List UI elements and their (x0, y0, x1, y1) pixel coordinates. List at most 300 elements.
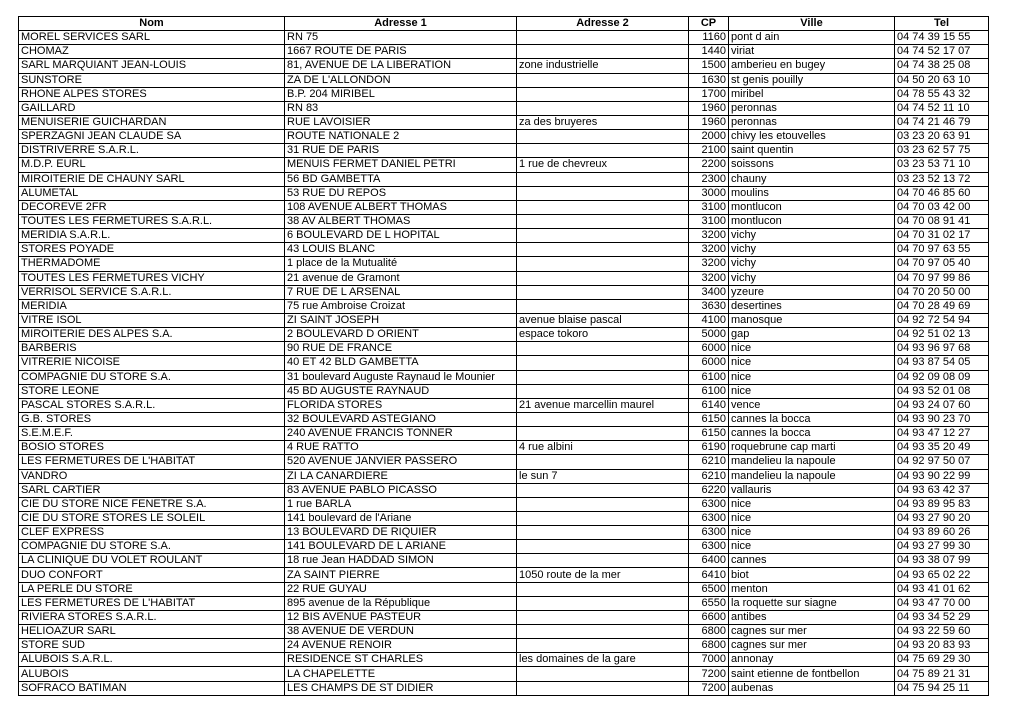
cell-ville: cannes la bocca (729, 412, 895, 426)
cell-adresse-1: LES CHAMPS DE ST DIDIER (285, 681, 517, 695)
cell-ville: nice (729, 384, 895, 398)
cell-ville: vichy (729, 271, 895, 285)
cell-adresse-1: 13 BOULEVARD DE RIQUIER (285, 526, 517, 540)
table-row (19, 483, 989, 497)
cell-cp: 5000 (689, 328, 729, 342)
table-row (19, 653, 989, 667)
cell-adresse-2 (517, 45, 689, 59)
cell-ville: nice (729, 370, 895, 384)
cell-adresse-1: 108 AVENUE ALBERT THOMAS (285, 200, 517, 214)
cell-adresse-1: LA CHAPELETTE (285, 667, 517, 681)
cell-nom: CHOMAZ (19, 45, 285, 59)
cell-cp: 6800 (689, 625, 729, 639)
cell-tel: 04 93 22 59 60 (895, 625, 989, 639)
table-row (19, 582, 989, 596)
cell-adresse-2 (517, 342, 689, 356)
cell-nom: LA CLINIQUE DU VOLET ROULANT (19, 554, 285, 568)
cell-adresse-2 (517, 497, 689, 511)
cell-ville: gap (729, 328, 895, 342)
cell-nom: MENUISERIE GUICHARDAN (19, 115, 285, 129)
cell-nom: CIE DU STORE STORES LE SOLEIL (19, 511, 285, 525)
cell-ville: nice (729, 511, 895, 525)
cell-tel: 04 93 24 07 60 (895, 398, 989, 412)
table-row (19, 313, 989, 327)
cell-adresse-1: 6 BOULEVARD DE L HOPITAL (285, 229, 517, 243)
cell-tel: 04 93 52 01 08 (895, 384, 989, 398)
cell-ville: miribel (729, 87, 895, 101)
cell-adresse-2: zone industrielle (517, 59, 689, 73)
cell-cp: 6400 (689, 554, 729, 568)
cell-ville: vichy (729, 243, 895, 257)
cell-adresse-2 (517, 356, 689, 370)
cell-tel: 03 23 20 63 91 (895, 130, 989, 144)
cell-adresse-2 (517, 370, 689, 384)
cell-cp: 2300 (689, 172, 729, 186)
header-ville: Ville (729, 17, 895, 31)
cell-tel: 04 70 31 02 17 (895, 229, 989, 243)
cell-adresse-1: ZA SAINT PIERRE (285, 568, 517, 582)
table-row (19, 59, 989, 73)
cell-adresse-2: le sun 7 (517, 469, 689, 483)
cell-adresse-2 (517, 511, 689, 525)
cell-adresse-2 (517, 610, 689, 624)
cell-adresse-1: ROUTE NATIONALE 2 (285, 130, 517, 144)
cell-tel: 04 93 90 23 70 (895, 412, 989, 426)
cell-adresse-2 (517, 582, 689, 596)
cell-ville: antibes (729, 610, 895, 624)
cell-adresse-2 (517, 101, 689, 115)
cell-cp: 1160 (689, 31, 729, 45)
cell-tel: 03 23 62 57 75 (895, 144, 989, 158)
cell-nom: ALUBOIS (19, 667, 285, 681)
cell-cp: 3630 (689, 299, 729, 313)
table-row (19, 625, 989, 639)
cell-ville: cannes la bocca (729, 427, 895, 441)
cell-cp: 7200 (689, 667, 729, 681)
cell-nom: STORE LEONE (19, 384, 285, 398)
cell-adresse-1: 1667 ROUTE DE PARIS (285, 45, 517, 59)
table-row (19, 540, 989, 554)
cell-nom: DISTRIVERRE S.A.R.L. (19, 144, 285, 158)
cell-nom: CLEF EXPRESS (19, 526, 285, 540)
cell-tel: 04 92 72 54 94 (895, 313, 989, 327)
table-row (19, 412, 989, 426)
cell-cp: 3000 (689, 186, 729, 200)
cell-ville: roquebrune cap marti (729, 441, 895, 455)
cell-cp: 6210 (689, 469, 729, 483)
cell-adresse-2: 1050 route de la mer (517, 568, 689, 582)
cell-adresse-2: espace tokoro (517, 328, 689, 342)
cell-tel: 04 74 38 25 08 (895, 59, 989, 73)
cell-ville: nice (729, 342, 895, 356)
cell-adresse-1: 1 rue BARLA (285, 497, 517, 511)
cell-adresse-2 (517, 243, 689, 257)
cell-nom: MERIDIA (19, 299, 285, 313)
table-row (19, 441, 989, 455)
cell-adresse-2 (517, 257, 689, 271)
cell-adresse-2 (517, 667, 689, 681)
cell-cp: 6300 (689, 540, 729, 554)
table-row (19, 681, 989, 695)
cell-ville: montlucon (729, 200, 895, 214)
table-row (19, 172, 989, 186)
cell-cp: 6500 (689, 582, 729, 596)
cell-cp: 6140 (689, 398, 729, 412)
cell-nom: DECOREVE 2FR (19, 200, 285, 214)
cell-ville: chivy les etouvelles (729, 130, 895, 144)
cell-ville: biot (729, 568, 895, 582)
cell-ville: nice (729, 356, 895, 370)
cell-tel: 04 74 52 11 10 (895, 101, 989, 115)
cell-tel: 04 50 20 63 10 (895, 73, 989, 87)
cell-nom: LES FERMETURES DE L'HABITAT (19, 455, 285, 469)
cell-tel: 04 93 96 97 68 (895, 342, 989, 356)
cell-adresse-1: 240 AVENUE FRANCIS TONNER (285, 427, 517, 441)
cell-adresse-2 (517, 483, 689, 497)
cell-adresse-1: 38 AV ALBERT THOMAS (285, 214, 517, 228)
table-row (19, 526, 989, 540)
cell-tel: 04 93 34 52 29 (895, 610, 989, 624)
cell-adresse-2: avenue blaise pascal (517, 313, 689, 327)
cell-ville: desertines (729, 299, 895, 313)
cell-adresse-1: 12 BIS AVENUE PASTEUR (285, 610, 517, 624)
cell-adresse-1: RUE LAVOISIER (285, 115, 517, 129)
table-row (19, 596, 989, 610)
cell-nom: SPERZAGNI JEAN CLAUDE SA (19, 130, 285, 144)
cell-nom: DUO CONFORT (19, 568, 285, 582)
cell-tel: 04 75 94 25 11 (895, 681, 989, 695)
cell-tel: 04 74 39 15 55 (895, 31, 989, 45)
cell-cp: 3200 (689, 243, 729, 257)
cell-tel: 04 92 97 50 07 (895, 455, 989, 469)
cell-cp: 6100 (689, 370, 729, 384)
table-row (19, 356, 989, 370)
cell-ville: saint etienne de fontbellon (729, 667, 895, 681)
cell-ville: annonay (729, 653, 895, 667)
cell-nom: COMPAGNIE DU STORE S.A. (19, 540, 285, 554)
cell-ville: nice (729, 540, 895, 554)
cell-adresse-1: 31 boulevard Auguste Raynaud le Mounier (285, 370, 517, 384)
cell-tel: 04 70 28 49 69 (895, 299, 989, 313)
cell-adresse-2 (517, 554, 689, 568)
cell-nom: ALUMETAL (19, 186, 285, 200)
cell-nom: COMPAGNIE DU STORE S.A. (19, 370, 285, 384)
cell-nom: STORE SUD (19, 639, 285, 653)
cell-cp: 3100 (689, 200, 729, 214)
table-row (19, 427, 989, 441)
cell-ville: vence (729, 398, 895, 412)
cell-adresse-2 (517, 144, 689, 158)
cell-tel: 03 23 53 71 10 (895, 158, 989, 172)
cell-ville: montlucon (729, 214, 895, 228)
cell-cp: 2000 (689, 130, 729, 144)
cell-cp: 3400 (689, 285, 729, 299)
cell-nom: TOUTES LES FERMETURES S.A.R.L. (19, 214, 285, 228)
cell-adresse-2 (517, 596, 689, 610)
cell-adresse-1: 21 avenue de Gramont (285, 271, 517, 285)
cell-cp: 2100 (689, 144, 729, 158)
cell-tel: 04 75 69 29 30 (895, 653, 989, 667)
cell-ville: yzeure (729, 285, 895, 299)
cell-tel: 04 93 87 54 05 (895, 356, 989, 370)
cell-adresse-2 (517, 412, 689, 426)
cell-adresse-2 (517, 31, 689, 45)
cell-tel: 04 92 51 02 13 (895, 328, 989, 342)
cell-ville: nice (729, 526, 895, 540)
cell-nom: RHONE ALPES STORES (19, 87, 285, 101)
table-row (19, 639, 989, 653)
cell-adresse-1: 32 BOULEVARD ASTEGIANO (285, 412, 517, 426)
cell-ville: manosque (729, 313, 895, 327)
cell-adresse-1: 81, AVENUE DE LA LIBERATION (285, 59, 517, 73)
cell-nom: RIVIERA STORES S.A.R.L. (19, 610, 285, 624)
table-row (19, 243, 989, 257)
cell-adresse-2 (517, 625, 689, 639)
cell-tel: 04 93 41 01 62 (895, 582, 989, 596)
header-nom: Nom (19, 17, 285, 31)
table-row (19, 342, 989, 356)
table-row (19, 144, 989, 158)
cell-nom: TOUTES LES FERMETURES VICHY (19, 271, 285, 285)
cell-ville: st genis pouilly (729, 73, 895, 87)
table-row (19, 130, 989, 144)
cell-nom: STORES POYADE (19, 243, 285, 257)
table-row (19, 257, 989, 271)
cell-nom: S.E.M.E.F. (19, 427, 285, 441)
cell-adresse-2 (517, 455, 689, 469)
cell-cp: 3200 (689, 229, 729, 243)
table-row (19, 285, 989, 299)
cell-adresse-2 (517, 229, 689, 243)
cell-ville: nice (729, 497, 895, 511)
table-row (19, 186, 989, 200)
cell-adresse-1: MENUIS FERMET DANIEL PETRI (285, 158, 517, 172)
cell-tel: 04 70 08 91 41 (895, 214, 989, 228)
cell-adresse-1: 2 BOULEVARD D ORIENT (285, 328, 517, 342)
cell-adresse-1: 18 rue Jean HADDAD SIMON (285, 554, 517, 568)
header-adresse-1: Adresse 1 (285, 17, 517, 31)
cell-cp: 6300 (689, 526, 729, 540)
cell-tel: 04 93 47 70 00 (895, 596, 989, 610)
cell-adresse-2 (517, 639, 689, 653)
cell-ville: cannes (729, 554, 895, 568)
cell-cp: 6150 (689, 427, 729, 441)
cell-cp: 7200 (689, 681, 729, 695)
cell-adresse-1: ZI SAINT JOSEPH (285, 313, 517, 327)
cell-cp: 3200 (689, 257, 729, 271)
table-row (19, 271, 989, 285)
header-row (19, 17, 989, 31)
table-row (19, 610, 989, 624)
cell-ville: moulins (729, 186, 895, 200)
table-row (19, 158, 989, 172)
cell-tel: 04 74 21 46 79 (895, 115, 989, 129)
cell-adresse-2 (517, 285, 689, 299)
cell-adresse-1: RN 75 (285, 31, 517, 45)
cell-adresse-1: 83 AVENUE PABLO PICASSO (285, 483, 517, 497)
cell-cp: 3100 (689, 214, 729, 228)
cell-tel: 04 70 20 50 00 (895, 285, 989, 299)
cell-cp: 6220 (689, 483, 729, 497)
cell-adresse-2 (517, 540, 689, 554)
cell-adresse-1: 141 boulevard de l'Ariane (285, 511, 517, 525)
cell-adresse-1: ZI LA CANARDIERE (285, 469, 517, 483)
cell-nom: SUNSTORE (19, 73, 285, 87)
cell-adresse-1: ZA DE L'ALLONDON (285, 73, 517, 87)
cell-nom: MIROITERIE DE CHAUNY SARL (19, 172, 285, 186)
cell-nom: VERRISOL SERVICE S.A.R.L. (19, 285, 285, 299)
cell-cp: 2200 (689, 158, 729, 172)
cell-cp: 6600 (689, 610, 729, 624)
cell-adresse-1: 4 RUE RATTO (285, 441, 517, 455)
table-row (19, 511, 989, 525)
cell-adresse-1: FLORIDA STORES (285, 398, 517, 412)
cell-nom: SOFRACO BATIMAN (19, 681, 285, 695)
table-row (19, 73, 989, 87)
cell-cp: 6000 (689, 356, 729, 370)
table-row (19, 229, 989, 243)
cell-adresse-1: 56 BD GAMBETTA (285, 172, 517, 186)
cell-adresse-2: 4 rue albini (517, 441, 689, 455)
cell-adresse-2 (517, 526, 689, 540)
table-row (19, 554, 989, 568)
cell-adresse-1: 7 RUE DE L ARSENAL (285, 285, 517, 299)
cell-adresse-1: 141 BOULEVARD DE L ARIANE (285, 540, 517, 554)
cell-tel: 04 70 03 42 00 (895, 200, 989, 214)
cell-tel: 04 93 65 02 22 (895, 568, 989, 582)
table-row (19, 328, 989, 342)
cell-ville: cagnes sur mer (729, 639, 895, 653)
cell-cp: 6210 (689, 455, 729, 469)
cell-tel: 04 75 89 21 31 (895, 667, 989, 681)
cell-adresse-2 (517, 271, 689, 285)
header-adresse-2: Adresse 2 (517, 17, 689, 31)
cell-nom: PASCAL STORES S.A.R.L. (19, 398, 285, 412)
cell-tel: 04 93 89 95 83 (895, 497, 989, 511)
cell-ville: aubenas (729, 681, 895, 695)
table-row (19, 115, 989, 129)
cell-adresse-1: RN 83 (285, 101, 517, 115)
cell-tel: 04 70 46 85 60 (895, 186, 989, 200)
cell-ville: vichy (729, 229, 895, 243)
cell-tel: 04 93 47 12 27 (895, 427, 989, 441)
cell-tel: 04 93 63 42 37 (895, 483, 989, 497)
cell-adresse-1: 895 avenue de la République (285, 596, 517, 610)
cell-ville: amberieu en bugey (729, 59, 895, 73)
cell-ville: chauny (729, 172, 895, 186)
cell-nom: G.B. STORES (19, 412, 285, 426)
cell-adresse-2: 1 rue de chevreux (517, 158, 689, 172)
cell-cp: 7000 (689, 653, 729, 667)
cell-tel: 04 93 38 07 99 (895, 554, 989, 568)
cell-adresse-2 (517, 73, 689, 87)
table-row (19, 384, 989, 398)
cell-adresse-1: 53 RUE DU REPOS (285, 186, 517, 200)
cell-cp: 6190 (689, 441, 729, 455)
cell-nom: MIROITERIE DES ALPES S.A. (19, 328, 285, 342)
header-tel: Tel (895, 17, 989, 31)
cell-adresse-1: 22 RUE GUYAU (285, 582, 517, 596)
cell-adresse-1: 75 rue Ambroise Croizat (285, 299, 517, 313)
cell-ville: saint quentin (729, 144, 895, 158)
cell-cp: 1960 (689, 101, 729, 115)
cell-tel: 04 92 09 08 09 (895, 370, 989, 384)
table-row (19, 667, 989, 681)
cell-tel: 04 93 89 60 26 (895, 526, 989, 540)
cell-cp: 1630 (689, 73, 729, 87)
cell-cp: 6410 (689, 568, 729, 582)
cell-adresse-2 (517, 200, 689, 214)
cell-ville: vallauris (729, 483, 895, 497)
cell-nom: CIE DU STORE NICE FENETRE S.A. (19, 497, 285, 511)
cell-tel: 04 93 35 20 49 (895, 441, 989, 455)
cell-nom: MERIDIA S.A.R.L. (19, 229, 285, 243)
cell-tel: 04 93 27 90 20 (895, 511, 989, 525)
cell-cp: 4100 (689, 313, 729, 327)
cell-cp: 1960 (689, 115, 729, 129)
cell-adresse-2 (517, 384, 689, 398)
cell-nom: GAILLARD (19, 101, 285, 115)
cell-tel: 04 78 55 43 32 (895, 87, 989, 101)
cell-adresse-2 (517, 87, 689, 101)
cell-cp: 3200 (689, 271, 729, 285)
cell-adresse-2 (517, 427, 689, 441)
table-row (19, 101, 989, 115)
header-cp: CP (689, 17, 729, 31)
cell-ville: la roquette sur siagne (729, 596, 895, 610)
table-row (19, 497, 989, 511)
cell-ville: peronnas (729, 101, 895, 115)
cell-adresse-2 (517, 214, 689, 228)
table-row (19, 200, 989, 214)
cell-nom: LES FERMETURES DE L'HABITAT (19, 596, 285, 610)
cell-adresse-1: RESIDENCE ST CHARLES (285, 653, 517, 667)
cell-cp: 6550 (689, 596, 729, 610)
cell-adresse-2 (517, 172, 689, 186)
cell-nom: SARL MARQUIANT JEAN-LOUIS (19, 59, 285, 73)
cell-nom: HELIOAZUR SARL (19, 625, 285, 639)
table-row (19, 214, 989, 228)
table-row (19, 87, 989, 101)
table-row (19, 455, 989, 469)
table-row (19, 31, 989, 45)
cell-adresse-2 (517, 186, 689, 200)
cell-nom: MOREL SERVICES SARL (19, 31, 285, 45)
table-row (19, 469, 989, 483)
cell-ville: pont d ain (729, 31, 895, 45)
cell-adresse-2: 21 avenue marcellin maurel (517, 398, 689, 412)
cell-tel: 04 93 27 99 30 (895, 540, 989, 554)
cell-ville: mandelieu la napoule (729, 455, 895, 469)
cell-nom: M.D.P. EURL (19, 158, 285, 172)
cell-nom: VITRERIE NICOISE (19, 356, 285, 370)
cell-cp: 1440 (689, 45, 729, 59)
cell-nom: VITRE ISOL (19, 313, 285, 327)
cell-cp: 6800 (689, 639, 729, 653)
cell-nom: VANDRO (19, 469, 285, 483)
cell-tel: 04 70 97 05 40 (895, 257, 989, 271)
table-row (19, 370, 989, 384)
cell-adresse-1: 40 ET 42 BLD GAMBETTA (285, 356, 517, 370)
cell-adresse-1: 1 place de la Mutualité (285, 257, 517, 271)
cell-ville: vichy (729, 257, 895, 271)
cell-tel: 04 93 20 83 93 (895, 639, 989, 653)
table-row (19, 299, 989, 313)
cell-cp: 1500 (689, 59, 729, 73)
cell-tel: 04 70 97 63 55 (895, 243, 989, 257)
cell-nom: LA PERLE DU STORE (19, 582, 285, 596)
cell-cp: 6150 (689, 412, 729, 426)
